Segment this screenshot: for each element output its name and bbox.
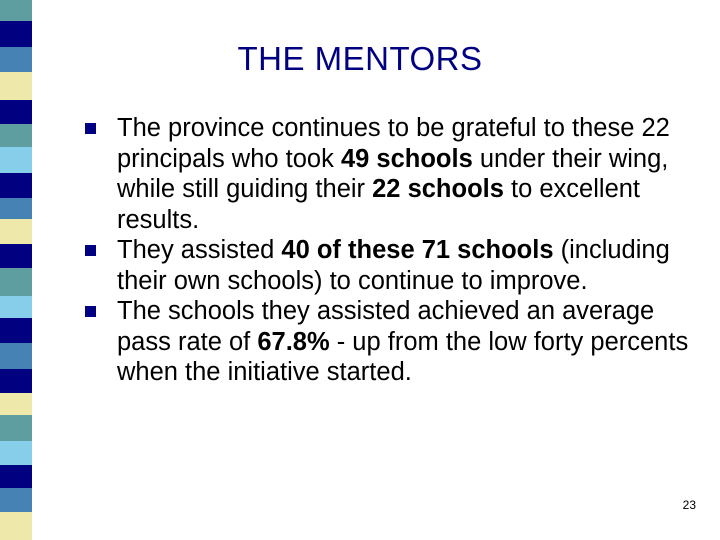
stripe-block [0, 343, 32, 370]
stripe-block [0, 147, 32, 174]
bullet-text: under their wing, while still guiding their [117, 144, 669, 203]
bullet-text-emphasis: 49 schools [340, 144, 473, 173]
bullet-text: - up from the low forty percents when the initiative started. [117, 327, 689, 386]
stripe-block [0, 100, 32, 124]
stripe-block [0, 441, 32, 466]
square-bullet-icon [85, 306, 96, 317]
stripe-block [0, 369, 32, 393]
bullet-text: They assisted [117, 236, 282, 264]
square-bullet-icon [85, 245, 96, 256]
bullet-text-emphasis: 67.8% [257, 327, 330, 356]
stripe-block [0, 393, 32, 415]
stripe-block [0, 0, 32, 21]
stripe-block [0, 124, 32, 147]
stripe-block [0, 465, 32, 488]
bullet-item [85, 113, 705, 235]
stripe-block [0, 415, 32, 441]
stripe-block [0, 219, 32, 245]
stripe-block [0, 488, 32, 512]
square-bullet-icon [85, 123, 96, 134]
bullet-text: (including their own schools) to continue to improve. [117, 236, 670, 295]
slide-title: THE MENTORS [237, 40, 483, 77]
stripe-block [0, 296, 32, 319]
stripe-block [0, 173, 32, 198]
stripe-block [0, 318, 32, 343]
stripe-block [0, 244, 32, 268]
stripe-block [0, 512, 32, 540]
bullet-text: to excellent results. [117, 175, 641, 234]
page-number: 23 [682, 498, 696, 512]
bullet-item [85, 296, 705, 388]
bullet-list [85, 113, 705, 388]
stripe-block [0, 268, 32, 295]
bullet-text-emphasis: 22 schools [372, 175, 504, 203]
bullet-text: The province continues to be grateful to these 22 principals who took [117, 114, 670, 173]
decorative-color-stripe [0, 0, 32, 540]
bullet-text: The schools they assisted achieved an average pass rate of [117, 297, 655, 356]
stripe-block [0, 198, 32, 219]
bullet-item [85, 235, 705, 296]
bullet-text-emphasis: 40 of these 71 schools [281, 236, 554, 264]
